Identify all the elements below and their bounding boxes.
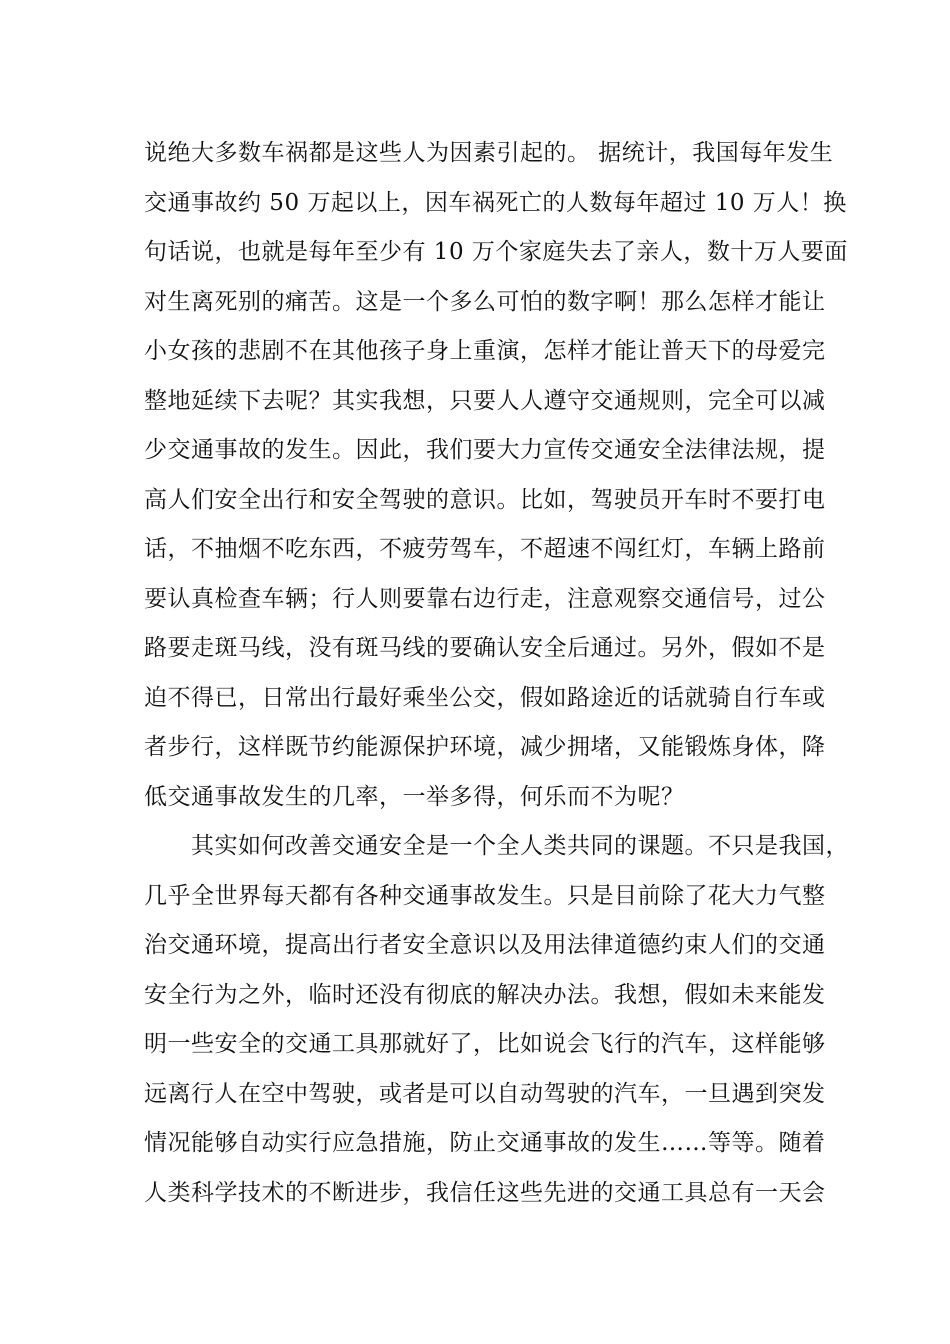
text-line: 远离行人在空中驾驶，或者是可以自动驾驶的汽车，一旦遇到突发 — [144, 1080, 826, 1107]
text-line: 句话说，也就是每年至少有 10 万个家庭失去了亲人，数十万人要面 — [144, 239, 848, 265]
text-line: 少交通事故的发生。因此，我们要大力宣传交通安全法律法规，提 — [144, 437, 826, 463]
text-line: 迫不得已，日常出行最好乘坐公交，假如路途近的话就骑自行车或 — [144, 684, 826, 711]
text-line: 高人们安全出行和安全驾驶的意识。比如，驾驶员开车时不要打电 — [144, 486, 826, 513]
paragraph-start-line: 其实如何改善交通安全是一个全人类共同的课题。不只是我国， — [144, 833, 849, 859]
text-line: 几乎全世界每天都有各种交通事故发生。只是目前除了花大力气整 — [144, 882, 826, 909]
text-line: 要认真检查车辆；行人则要靠右边行走，注意观察交通信号，过公 — [144, 585, 826, 612]
text-line: 者步行，这样既节约能源保护环境，减少拥堵，又能锻炼身体，降 — [144, 734, 826, 760]
text-line: 安全行为之外，临时还没有彻底的解决办法。我想，假如未来能发 — [144, 981, 826, 1008]
text-line: 明一些安全的交通工具那就好了，比如说会飞行的汽车，这样能够 — [144, 1031, 826, 1057]
text-line: 小女孩的悲剧不在其他孩子身上重演，怎样才能让普天下的母爱完 — [144, 338, 826, 364]
text-line: 对生离死别的痛苦。这是一个多么可怕的数字啊！那么怎样才能让 — [144, 288, 826, 315]
text-line: 治交通环境，提高出行者安全意识以及用法律道德约束人们的交通 — [144, 932, 826, 958]
text-line: 路要走斑马线，没有斑马线的要确认安全后通过。另外，假如不是 — [144, 635, 826, 661]
text-line: 低交通事故发生的几率，一举多得，何乐而不为呢？ — [144, 783, 685, 810]
text-line: 情况能够自动实行应急措施，防止交通事故的发生……等等。随着 — [144, 1130, 826, 1156]
text-line: 交通事故约 50 万起以上，因车祸死亡的人数每年超过 10 万人！换 — [144, 189, 847, 216]
text-line: 说绝大多数车祸都是这些人为因素引起的。 据统计，我国每年发生 — [144, 140, 834, 166]
text-line: 人类科学技术的不断进步，我信任这些先进的交通工具总有一天会 — [144, 1179, 826, 1206]
text-line: 整地延续下去呢？其实我想，只要人人遵守交通规则，完全可以减 — [144, 387, 826, 414]
text-line: 话，不抽烟不吃东西，不疲劳驾车，不超速不闯红灯，车辆上路前 — [144, 536, 826, 562]
document-body — [144, 129, 849, 1218]
